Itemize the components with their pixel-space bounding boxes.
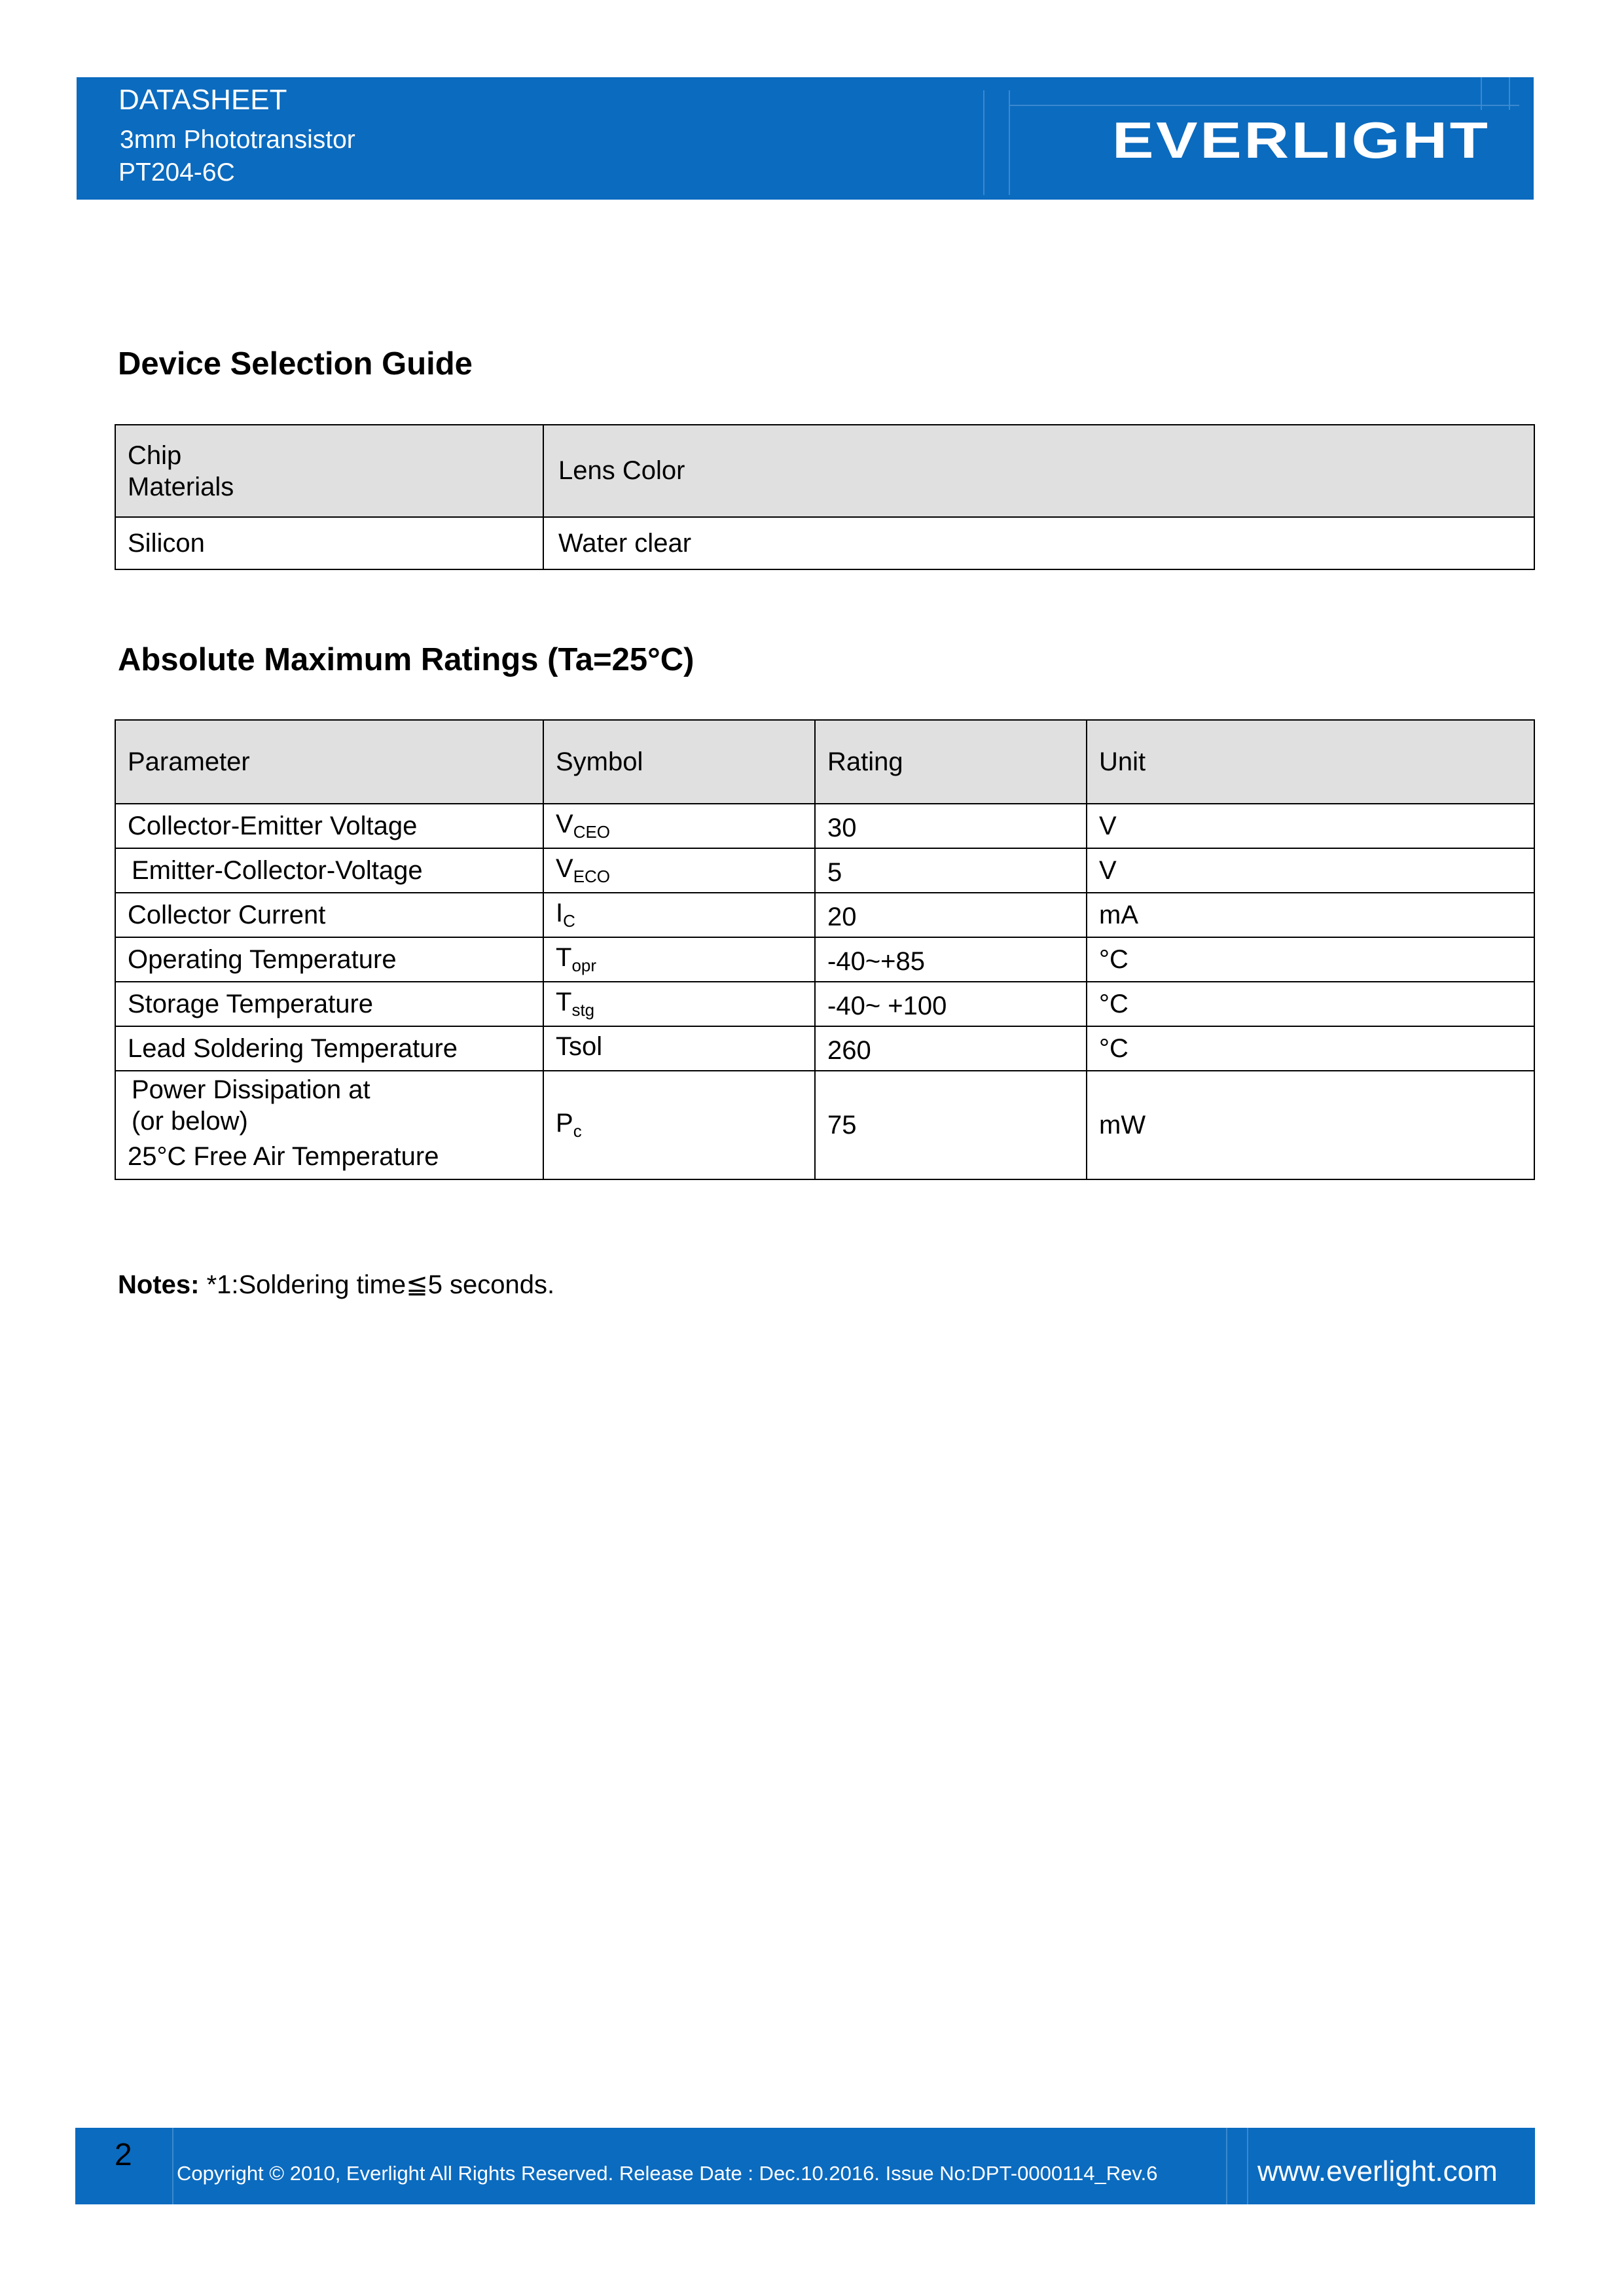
symbol-subscript: C — [563, 911, 575, 931]
notes-text: *1:Soldering time≦5 seconds. — [199, 1270, 555, 1299]
table-row — [115, 893, 1534, 937]
ratings-table — [115, 719, 1535, 1180]
selection-guide-title: Device Selection Guide — [118, 346, 473, 382]
cell-parameter — [115, 1071, 543, 1179]
table-row — [115, 982, 1534, 1026]
cell-rating: 30 — [815, 804, 1087, 848]
power-param-line2: (or below) — [132, 1107, 248, 1136]
cell-unit: °C — [1087, 982, 1534, 1026]
cell-symbol — [543, 848, 815, 893]
cell-symbol — [543, 937, 815, 982]
header-unit: Unit — [1087, 720, 1534, 804]
product-name: 3mm Phototransistor — [120, 126, 355, 154]
cell-unit: °C — [1087, 937, 1534, 982]
symbol-base: V — [556, 854, 573, 883]
cell-rating: -40~ +100 — [815, 982, 1087, 1026]
cell-rating: 260 — [815, 1026, 1087, 1071]
cell-parameter-text: Emitter-Collector-Voltage — [132, 855, 423, 885]
symbol-base: T — [556, 988, 572, 1016]
cell-unit: mA — [1087, 893, 1534, 937]
table-row — [115, 1071, 1534, 1179]
header-lens-color: Lens Color — [543, 425, 1534, 517]
cell-parameter: Collector-Emitter Voltage — [115, 804, 543, 848]
cell-parameter: Operating Temperature — [115, 937, 543, 982]
symbol-base: P — [556, 1109, 573, 1138]
header-chip-line2: Materials — [128, 472, 234, 501]
table-row — [115, 517, 1534, 569]
cell-unit: °C — [1087, 1026, 1534, 1071]
table-row — [115, 1026, 1534, 1071]
cell-parameter: Lead Soldering Temperature — [115, 1026, 543, 1071]
cell-rating: -40~+85 — [815, 937, 1087, 982]
table-header-row — [115, 720, 1534, 804]
cell-parameter: Collector Current — [115, 893, 543, 937]
symbol-subscript: ECO — [573, 867, 611, 886]
cell-unit: V — [1087, 848, 1534, 893]
cell-unit: V — [1087, 804, 1534, 848]
part-number: PT204-6C — [118, 158, 235, 187]
cell-unit: mW — [1087, 1071, 1534, 1179]
header-rating: Rating — [815, 720, 1087, 804]
page-number: 2 — [115, 2138, 132, 2172]
header-divider — [1509, 77, 1510, 110]
doc-type-label: DATASHEET — [118, 84, 287, 116]
cell-lens: Water clear — [543, 517, 1534, 569]
cell-chip: Silicon — [115, 517, 543, 569]
table-row — [115, 937, 1534, 982]
symbol-base: I — [556, 899, 564, 927]
symbol-subscript: opr — [571, 956, 597, 975]
symbol-base: T — [556, 943, 572, 972]
notes-label: Notes: — [118, 1270, 200, 1299]
header-chip-materials — [115, 425, 543, 517]
website-link[interactable]: www.everlight.com — [1257, 2155, 1498, 2187]
header-parameter: Parameter — [115, 720, 543, 804]
everlight-logo: EVERLIGHT — [1112, 111, 1490, 169]
notes — [118, 1270, 554, 1300]
table-header-row — [115, 425, 1534, 517]
cell-rating: 75 — [815, 1071, 1087, 1179]
cell-parameter — [115, 848, 543, 893]
symbol-subscript: CEO — [573, 822, 611, 842]
copyright-text: Copyright © 2010, Everlight All Rights Reserved. Release Date : Dec.10.2016. Issue No:DPT-0000114_Rev.6 — [177, 2162, 1158, 2185]
footer-band — [75, 2128, 1535, 2204]
cell-symbol — [543, 982, 815, 1026]
header-band — [77, 77, 1534, 200]
header-divider — [983, 90, 984, 195]
header-divider — [1009, 90, 1010, 195]
cell-rating: 5 — [815, 848, 1087, 893]
cell-rating: 20 — [815, 893, 1087, 937]
symbol-base: Tsol — [556, 1032, 603, 1061]
cell-symbol — [543, 1026, 815, 1071]
header-divider — [1481, 77, 1482, 110]
cell-symbol — [543, 804, 815, 848]
header-divider — [1009, 105, 1519, 106]
cell-symbol — [543, 1071, 815, 1179]
cell-parameter: Storage Temperature — [115, 982, 543, 1026]
header-chip-line1: Chip — [128, 440, 182, 470]
table-row — [115, 804, 1534, 848]
symbol-base: V — [556, 810, 573, 838]
selection-guide-table — [115, 424, 1535, 570]
power-param-line3: 25°C Free Air Temperature — [128, 1142, 439, 1171]
footer-divider — [1226, 2128, 1227, 2204]
table-row — [115, 848, 1534, 893]
power-param-line1: Power Dissipation at — [132, 1075, 370, 1104]
header-symbol: Symbol — [543, 720, 815, 804]
ratings-title: Absolute Maximum Ratings (Ta=25°C) — [118, 642, 695, 677]
footer-divider — [1247, 2128, 1248, 2204]
symbol-subscript: stg — [571, 1000, 595, 1020]
cell-symbol — [543, 893, 815, 937]
footer-divider — [172, 2128, 173, 2204]
symbol-subscript: c — [573, 1121, 582, 1141]
